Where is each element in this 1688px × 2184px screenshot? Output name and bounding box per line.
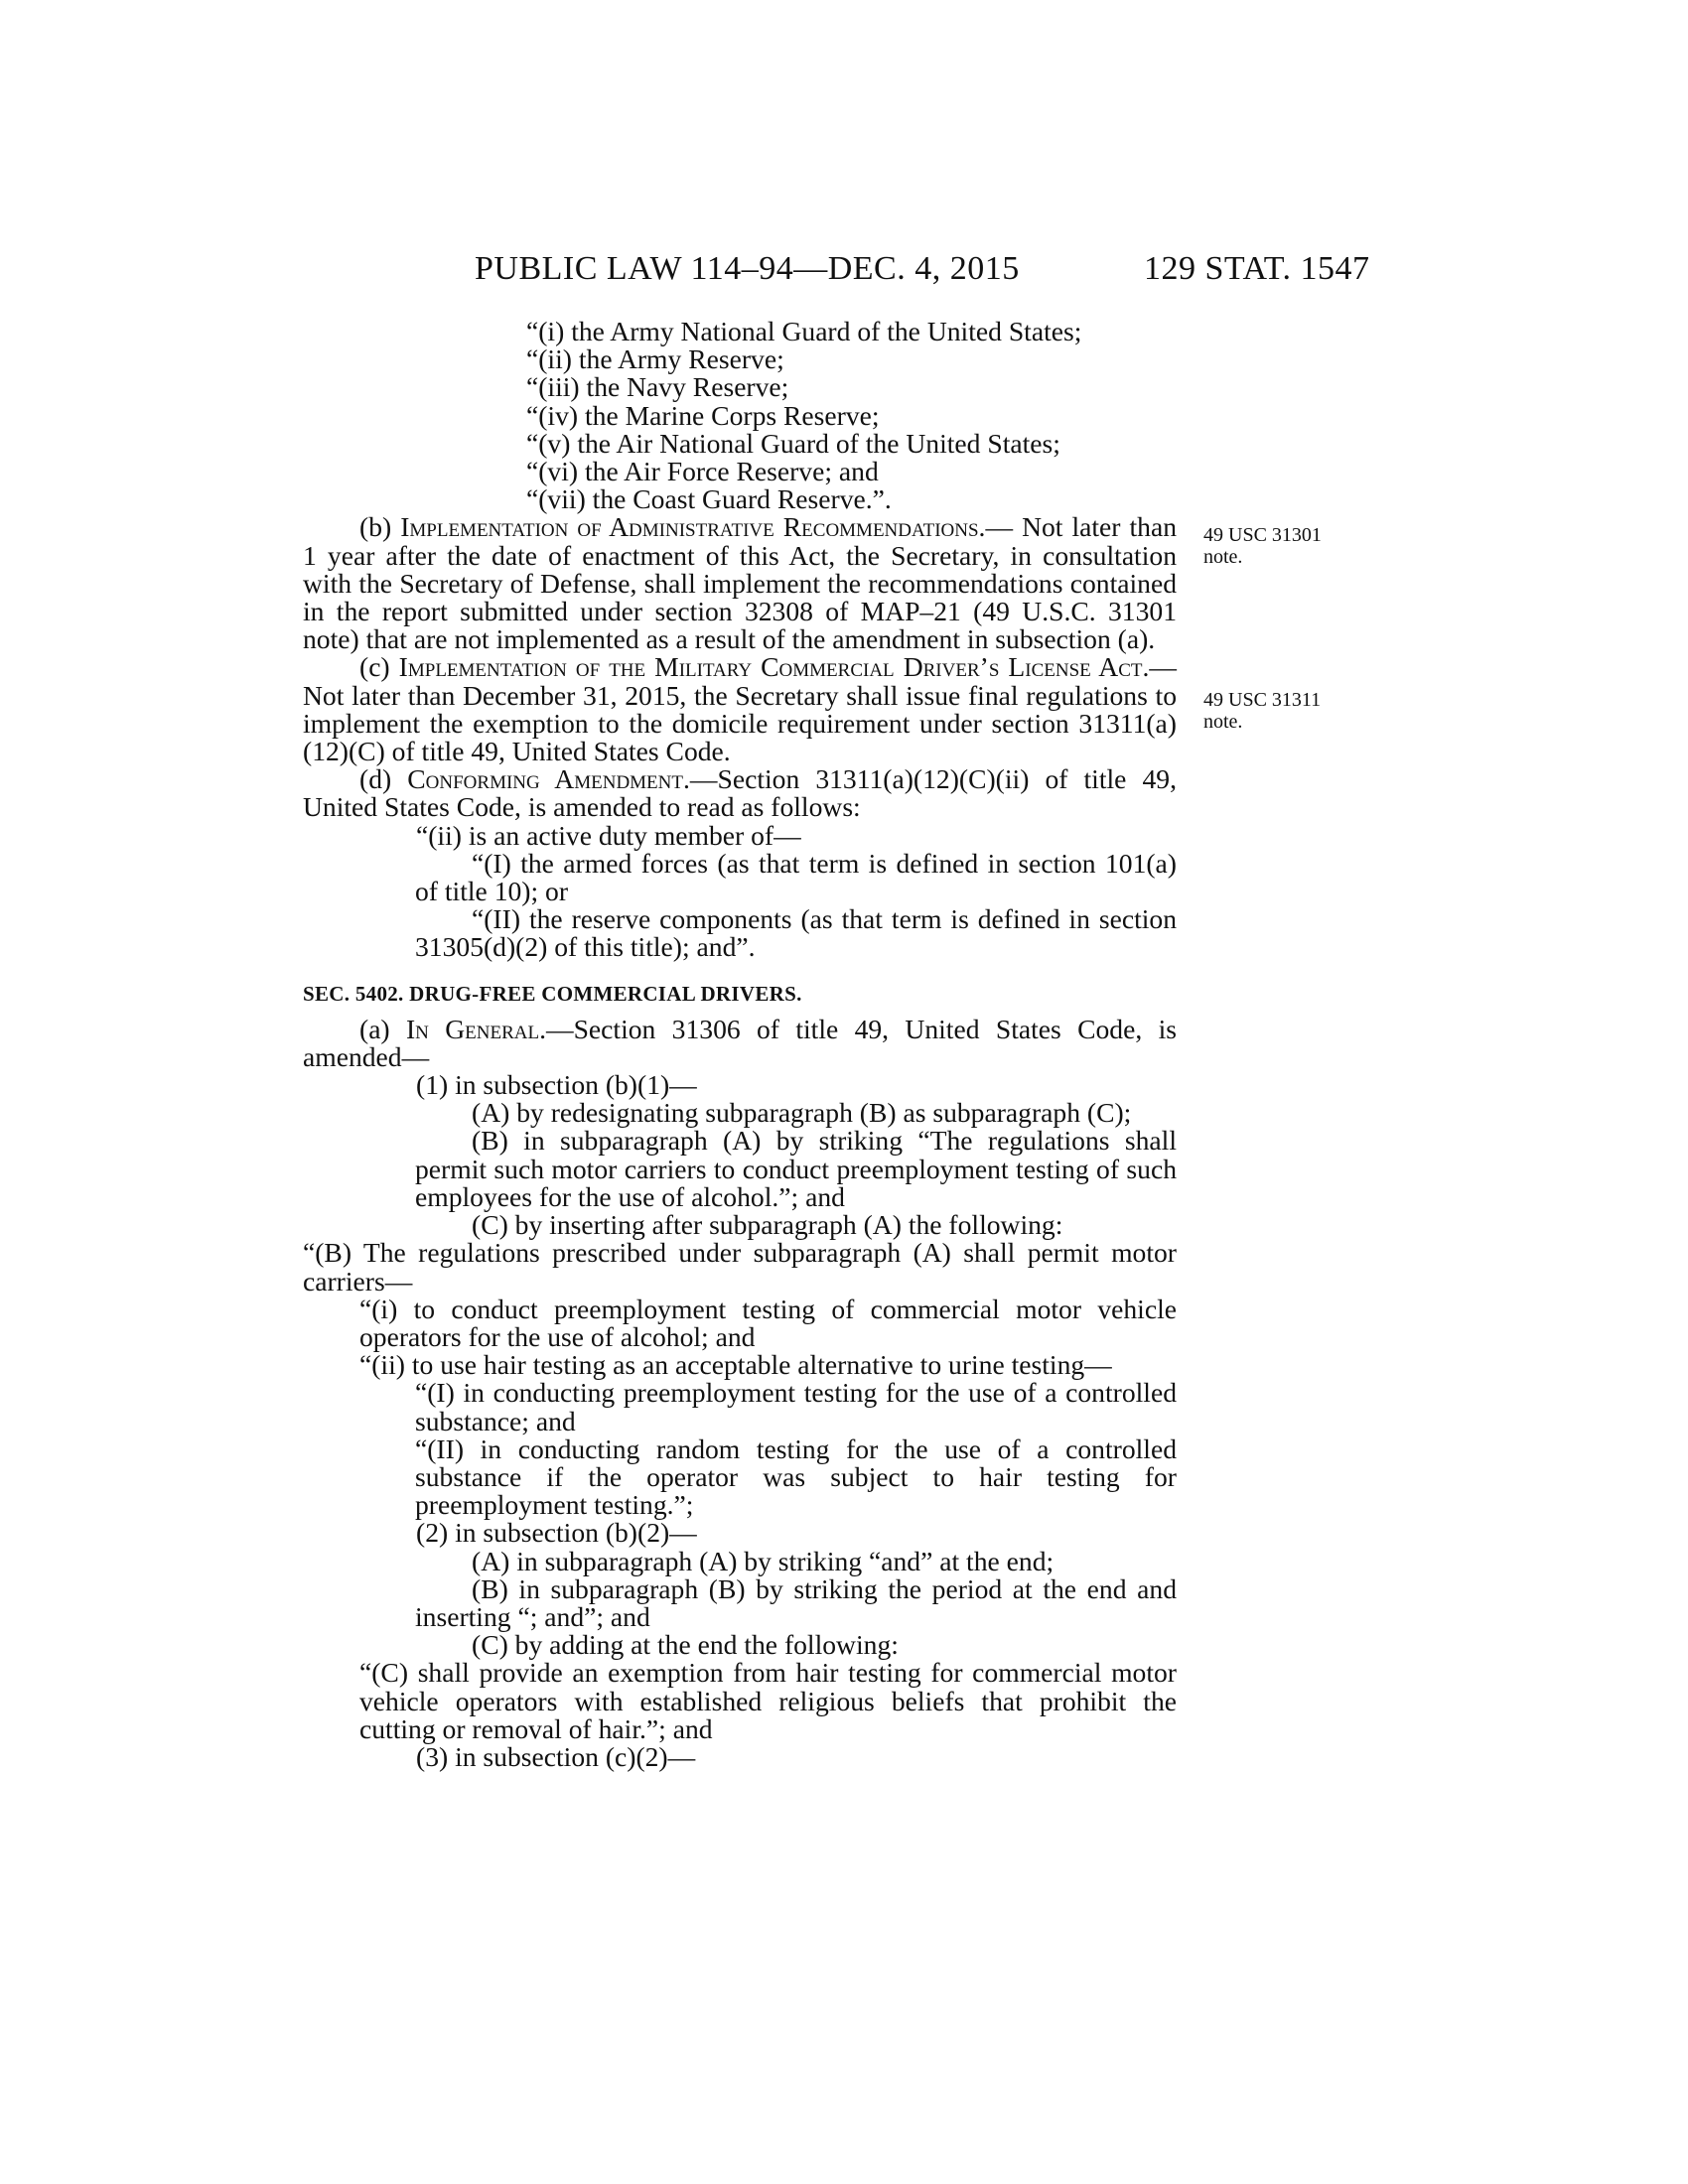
- paragraph-c: (c) Implementation of the Military Commercial Driver’s License Act.—Not later than December 31, 2015, the Secretary shall issue final regulations to implement the exemption to the domicile requirement under section 31311(a)(12)(C) of title 49, United States Code.: [303, 651, 1177, 767]
- clause-1-A: (A) by redesignating subparagraph (B) as subparagraph (C);: [472, 1097, 1132, 1129]
- margin-note-c: 49 USC 31311 note.: [1203, 689, 1322, 733]
- clause-1: (1) in subsection (b)(1)—: [416, 1069, 697, 1101]
- clause-2: (2) in subsection (b)(2)—: [416, 1517, 697, 1549]
- document-body: [303, 318, 1177, 1771]
- section-5402-a-heading: In General.: [405, 1013, 546, 1044]
- clause-1-C: (C) by inserting after subparagraph (A) the following:: [472, 1209, 1063, 1241]
- list-item: “(iv) the Marine Corps Reserve;: [526, 399, 880, 431]
- paragraph-d-ii: “(ii) is an active duty member of—: [416, 819, 801, 851]
- margin-note-b: 49 USC 31301 note.: [1203, 524, 1322, 568]
- list-item: “(vi) the Air Force Reserve; and: [526, 456, 879, 487]
- list-item: “(i) the Army National Guard of the United States;: [526, 316, 1082, 346]
- list-item: “(v) the Air National Guard of the United States;: [526, 427, 1060, 459]
- paragraph-c-heading: Implementation of the Military Commercial Driver’s License Act.: [398, 651, 1150, 683]
- paragraph-b-heading: Implementation of Administrative Recommendations.: [400, 511, 986, 543]
- clause-3: (3) in subsection (c)(2)—: [416, 1740, 696, 1772]
- quoted-C: “(C) shall provide an exemption from hair testing for commercial motor vehicle operators with established religious beliefs that prohibit the cutting or removal of hair.”; and: [359, 1657, 1177, 1744]
- list-item: “(vii) the Coast Guard Reserve.”.: [526, 483, 892, 515]
- paragraph-d: (d) Conforming Amendment.—Section 31311(a)(12)(C)(ii) of title 49, United States Code, is amended to read as follows:: [303, 763, 1177, 823]
- paragraph-d-heading: Conforming Amendment.: [407, 763, 690, 795]
- quoted-B: “(B) The regulations prescribed under subparagraph (A) shall permit motor carriers—: [303, 1237, 1177, 1297]
- quoted-II: “(II) in conducting random testing for the use of a controlled substance if the operator was subject to hair testing for preemployment testing.”;: [415, 1433, 1177, 1521]
- clause-2-B: (B) in subparagraph (B) by striking the period at the end and inserting “; and”; and: [415, 1572, 1177, 1632]
- quoted-ii: “(ii) to use hair testing as an acceptable alternative to urine testing—: [359, 1349, 1112, 1381]
- list-item: “(iii) the Navy Reserve;: [526, 371, 789, 403]
- section-heading: SEC. 5402. DRUG-FREE COMMERCIAL DRIVERS.: [303, 981, 802, 1006]
- clause-1-B: (B) in subparagraph (A) by striking “The regulations shall permit such motor carriers to conduct preemployment testing of such employees for the use of alcohol.”; and: [415, 1125, 1177, 1212]
- statute-page-number: 129 STAT. 1547: [1144, 250, 1370, 287]
- paragraph-b: (b) Implementation of Administrative Recommendations.— Not later than 1 year after the date of enactment of this Act, the Secretary, in consultation with the Secretary of Defense, shall implement the recommendations contained in the report submitted under section 32308 of MAP–21 (49 U.S.C. 31301 note) that are not implemented as a result of the amendment in subsection (a).: [303, 511, 1177, 655]
- clause-2-C: (C) by adding at the end the following:: [472, 1629, 899, 1661]
- public-law-title: PUBLIC LAW 114–94—DEC. 4, 2015: [475, 250, 1020, 287]
- page-header: [0, 250, 1688, 290]
- quoted-i: “(i) to conduct preemployment testing of commercial motor vehicle operators for the use of alcohol; and: [359, 1293, 1177, 1352]
- quoted-I: “(I) in conducting preemployment testing for the use of a controlled substance; and: [415, 1377, 1177, 1436]
- clause-2-A: (A) in subparagraph (A) by striking “and” at the end;: [472, 1545, 1055, 1576]
- list-item: “(ii) the Army Reserve;: [526, 343, 784, 375]
- paragraph-d-II: “(II) the reserve components (as that term is defined in section 31305(d)(2) of this title); and”.: [415, 903, 1177, 963]
- section-5402-a: (a) In General.—Section 31306 of title 49, United States Code, is amended—: [303, 1013, 1177, 1072]
- paragraph-d-I: “(I) the armed forces (as that term is defined in section 101(a) of title 10); or: [415, 847, 1177, 907]
